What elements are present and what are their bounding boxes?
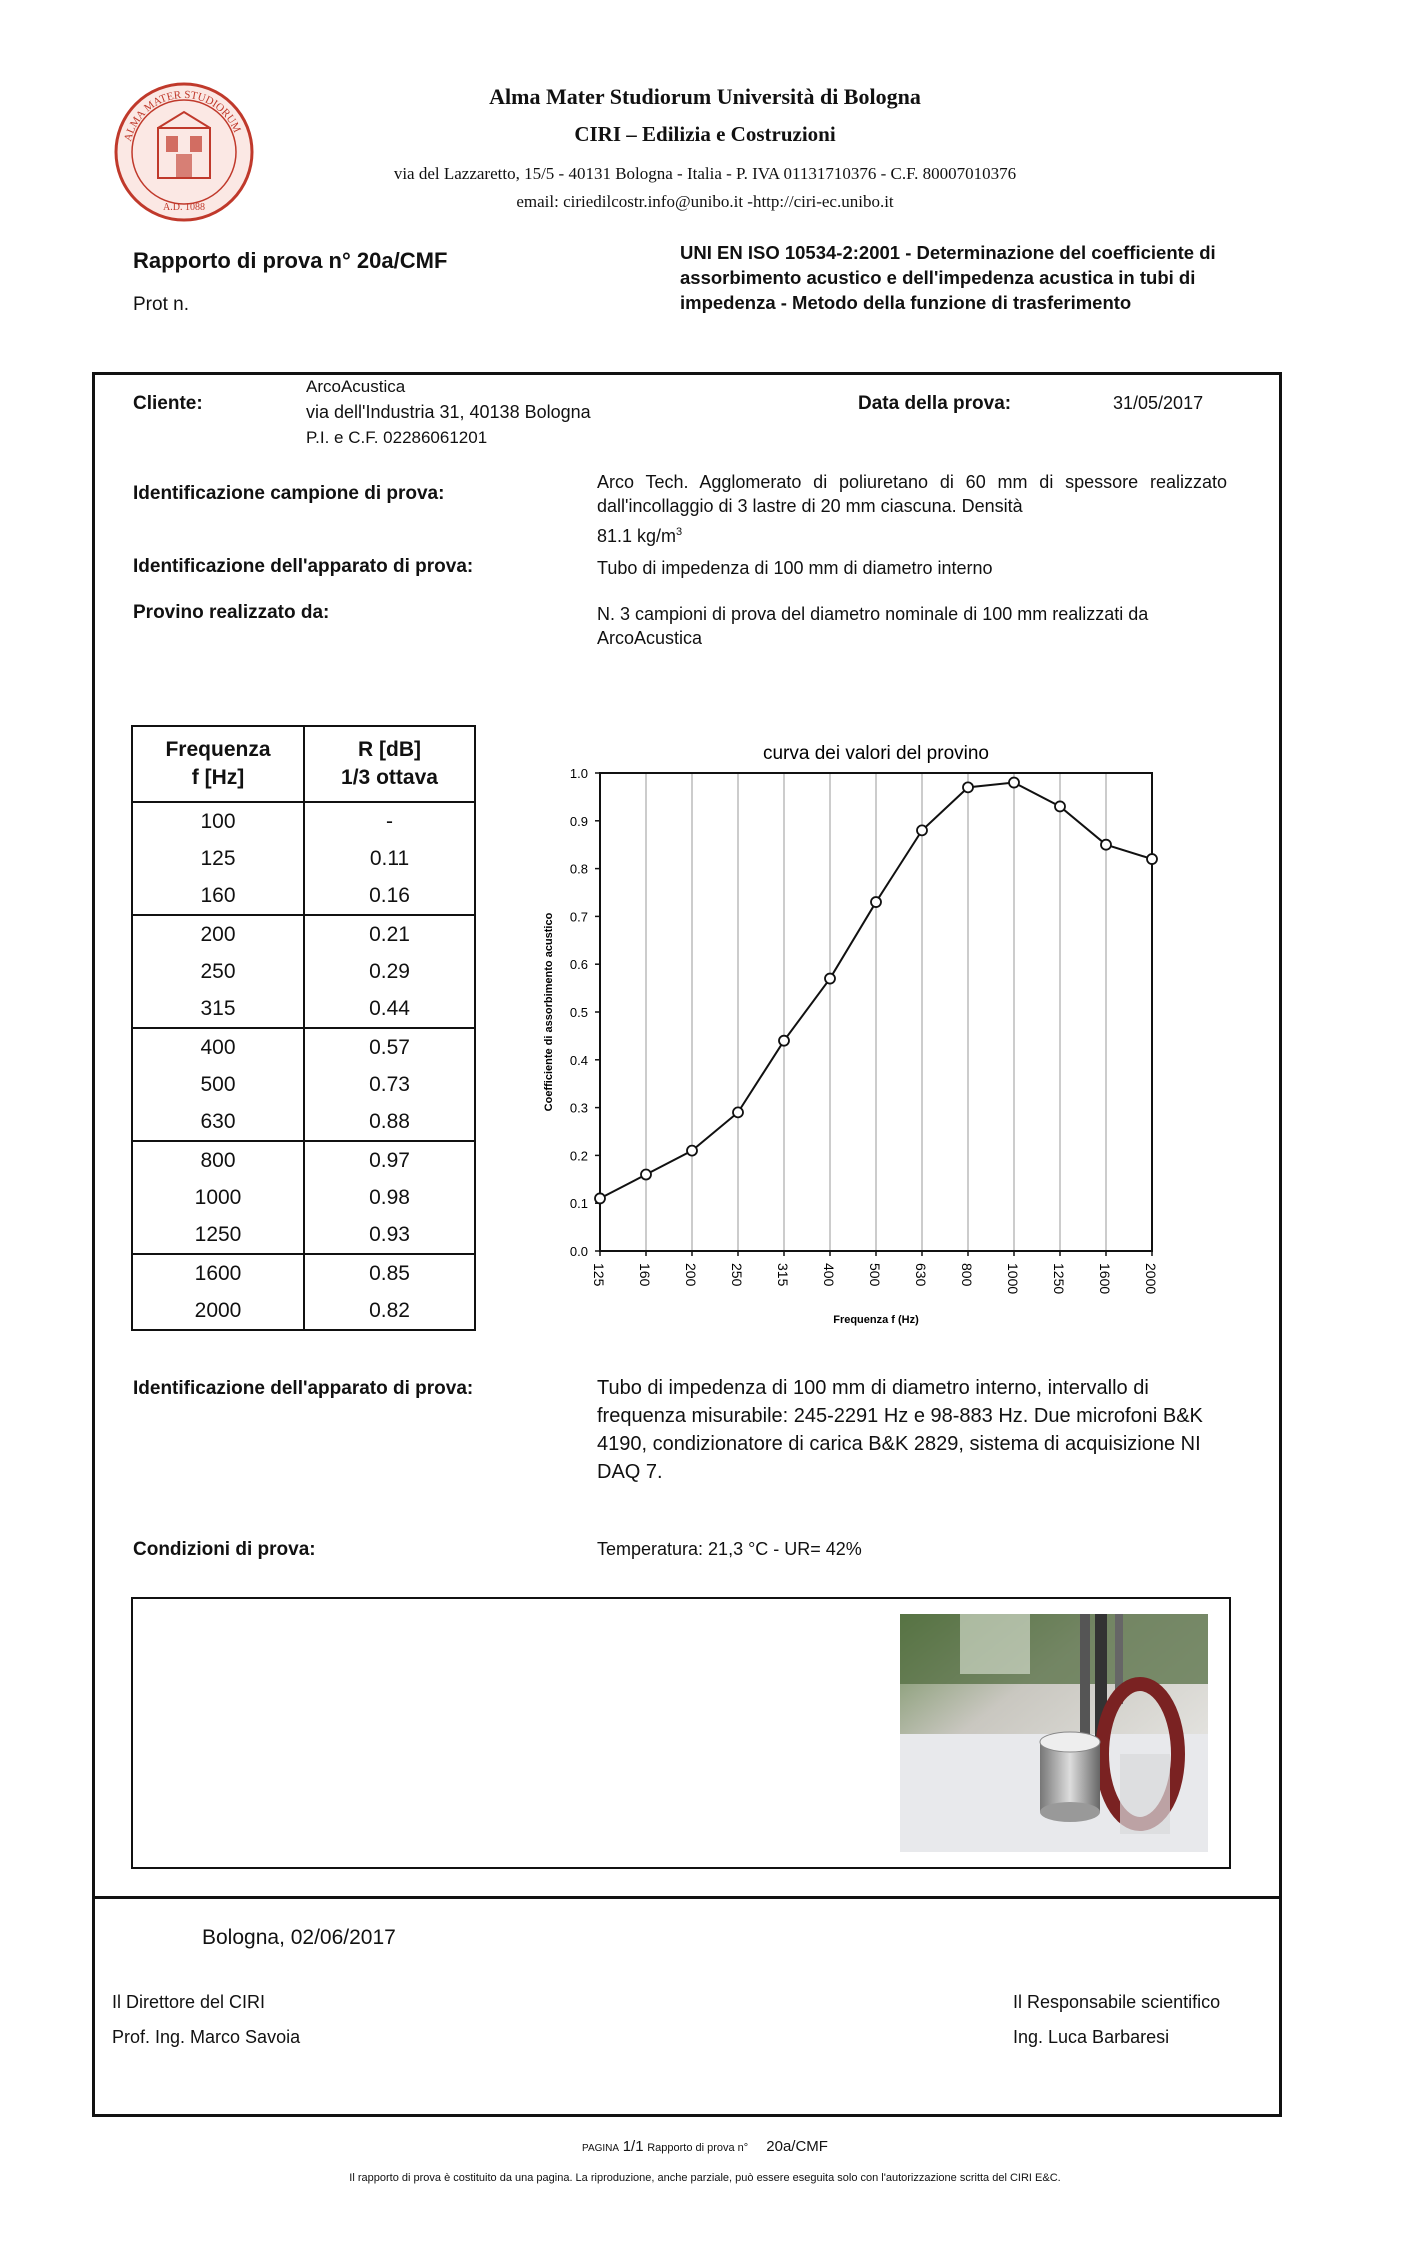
sample-id-value: Arco Tech. Agglomerato di poliuretano di 60 mm di spessore realizzato dall'incollaggio di 3 lastre di 20 mm ciascuna. Densità 81.1 $kg/m^3$ bbox=[597, 472, 1227, 546]
x-tick-label: 250 bbox=[729, 1263, 745, 1287]
x-tick-label: 160 bbox=[637, 1263, 653, 1287]
test-setup-photo bbox=[900, 1614, 1208, 1852]
conditions-label: Condizioni di prova: bbox=[133, 1539, 316, 1560]
frequency-cell: 630 bbox=[132, 1103, 304, 1141]
frequency-table bbox=[131, 725, 476, 1331]
x-axis-label: Frequenza f (Hz) bbox=[833, 1314, 919, 1326]
department-address: via del Lazzaretto, 15/5 - 40131 Bologna - Italia - P. IVA 01131710376 - C.F. 80007010376 bbox=[393, 164, 1017, 183]
client-label: Cliente: bbox=[133, 393, 203, 414]
frequency-cell: 160 bbox=[132, 877, 304, 915]
director-role: Il Direttore del CIRI bbox=[112, 1992, 266, 2012]
y-tick-label: 0.1 bbox=[569, 1196, 588, 1212]
department-name: CIRI – Edilizia e Costruzioni bbox=[574, 122, 836, 146]
place-date: Bologna, 02/06/2017 bbox=[202, 1926, 396, 1949]
table-row bbox=[132, 1028, 475, 1066]
scientific-role: Il Responsabile scientifico bbox=[1013, 1992, 1221, 2012]
frequency-cell: 500 bbox=[132, 1066, 304, 1103]
y-tick-label: 0.3 bbox=[569, 1100, 588, 1116]
table-row bbox=[132, 840, 475, 877]
x-tick-label: 630 bbox=[913, 1263, 929, 1287]
table-row bbox=[132, 1066, 475, 1103]
y-tick-label: 0.5 bbox=[569, 1005, 588, 1020]
department-contacts: email: ciriedilcostr.info@unibo.it -http://ciri-ec.unibo.it bbox=[516, 192, 894, 211]
client-name: ArcoAcustica bbox=[306, 377, 406, 396]
data-point bbox=[595, 1193, 605, 1203]
frequency-cell: 100 bbox=[132, 802, 304, 840]
x-tick-label: 800 bbox=[959, 1263, 975, 1287]
chart-title: curva dei valori del provino bbox=[762, 743, 990, 764]
report-title: Rapporto di prova n° 20a/CMF bbox=[133, 248, 448, 273]
table-row bbox=[132, 1141, 475, 1179]
value-cell: 0.11 bbox=[304, 840, 475, 877]
value-cell: 0.73 bbox=[304, 1066, 475, 1103]
table-row bbox=[132, 1254, 475, 1292]
svg-text:A.D. 1088: A.D. 1088 bbox=[163, 202, 205, 213]
table-row bbox=[132, 915, 475, 953]
table-row bbox=[132, 877, 475, 915]
value-cell: 0.93 bbox=[304, 1216, 475, 1254]
absorption-chart bbox=[540, 735, 1200, 1350]
frequency-cell: 1000 bbox=[132, 1179, 304, 1216]
x-tick-label: 200 bbox=[683, 1263, 699, 1287]
value-cell: 0.97 bbox=[304, 1141, 475, 1179]
frequency-cell: 200 bbox=[132, 915, 304, 953]
standard-title: UNI EN ISO 10534-2:2001 - Determinazione del coefficiente di assorbimento acustico e dell'impedenza acustica in tubi di impedenza - Metodo della funzione di trasferimento bbox=[680, 242, 1216, 313]
conditions-value: Temperatura: 21,3 °C - UR= 42% bbox=[597, 1539, 862, 1559]
frequency-cell: 1600 bbox=[132, 1254, 304, 1292]
y-tick-label: 0.2 bbox=[569, 1148, 588, 1164]
made-by-value: N. 3 campioni di prova del diametro nominale di 100 mm realizzati da ArcoAcustica bbox=[597, 604, 1149, 648]
frequency-cell: 800 bbox=[132, 1141, 304, 1179]
footer-report-no: 20a/CMF bbox=[766, 2138, 828, 2155]
y-tick-label: 0.9 bbox=[569, 813, 588, 829]
col-r-header: R [dB] 1/3 ottava bbox=[304, 726, 475, 802]
table-row bbox=[132, 953, 475, 990]
frequency-cell: 250 bbox=[132, 953, 304, 990]
x-tick-label: 1000 bbox=[1005, 1263, 1021, 1295]
director-name: Prof. Ing. Marco Savoia bbox=[112, 2027, 301, 2047]
data-point bbox=[779, 1036, 789, 1046]
value-cell: 0.29 bbox=[304, 953, 475, 990]
apparatus2-value: Tubo di impedenza di 100 mm di diametro interno, intervallo di frequenza misurabile: 245-2291 Hz e 98-883 Hz. Due microfoni B&K 4190, condizionatore di carica B&K 2829, sistema di acquisizione NI DAQ 7. bbox=[597, 1377, 1203, 1483]
test-date-label: Data della prova: bbox=[858, 393, 1012, 414]
data-point bbox=[825, 974, 835, 984]
data-point bbox=[1147, 854, 1157, 864]
table-row bbox=[132, 1216, 475, 1254]
y-tick-label: 0.7 bbox=[569, 909, 588, 925]
data-point bbox=[1009, 778, 1019, 788]
density-value: 81.1 kg/m bbox=[597, 526, 677, 546]
footer-note: Il rapporto di prova è costituito da una pagina. La riproduzione, anche parziale, può essere eseguita solo con l'autorizzazione scritta del CIRI E&C. bbox=[349, 2172, 1061, 2184]
university-name: Alma Mater Studiorum Università di Bologna bbox=[489, 84, 921, 109]
y-tick-label: 0.4 bbox=[569, 1052, 588, 1068]
data-point bbox=[641, 1170, 651, 1180]
table-row bbox=[132, 802, 475, 840]
apparatus-label: Identificazione dell'apparato di prova: bbox=[133, 556, 474, 577]
x-tick-label: 1600 bbox=[1097, 1263, 1113, 1295]
data-point bbox=[1101, 840, 1111, 850]
test-date: 31/05/2017 bbox=[1113, 393, 1204, 413]
x-tick-label: 400 bbox=[821, 1263, 837, 1287]
table-row bbox=[132, 1179, 475, 1216]
table-row bbox=[132, 1103, 475, 1141]
data-point bbox=[733, 1107, 743, 1117]
value-cell: 0.44 bbox=[304, 990, 475, 1028]
table-row bbox=[132, 990, 475, 1028]
page-number: 1/1 bbox=[622, 2138, 644, 2155]
value-cell: 0.98 bbox=[304, 1179, 475, 1216]
frequency-cell: 315 bbox=[132, 990, 304, 1028]
client-address: via dell'Industria 31, 40138 Bologna bbox=[306, 402, 591, 422]
y-axis-label: Coefficiente di assorbimento acustico bbox=[543, 912, 555, 1112]
value-cell: 0.85 bbox=[304, 1254, 475, 1292]
value-cell: 0.16 bbox=[304, 877, 475, 915]
frequency-cell: 2000 bbox=[132, 1292, 304, 1330]
sample-id-label: Identificazione campione di prova: bbox=[133, 483, 445, 504]
value-cell: - bbox=[304, 802, 475, 840]
apparatus2-label: Identificazione dell'apparato di prova: bbox=[133, 1378, 474, 1399]
seal-text: ALMA MATER STUDIORUM bbox=[122, 88, 243, 143]
value-cell: 0.57 bbox=[304, 1028, 475, 1066]
y-tick-label: 1.0 bbox=[569, 766, 588, 781]
x-tick-label: 500 bbox=[867, 1263, 883, 1287]
report-prot: Prot n. bbox=[133, 294, 189, 315]
col-frequency-header: Frequenza f [Hz] bbox=[132, 726, 304, 802]
scientific-name: Ing. Luca Barbaresi bbox=[1013, 2027, 1170, 2047]
x-tick-label: 125 bbox=[591, 1263, 607, 1287]
y-tick-label: 0.6 bbox=[569, 957, 588, 973]
data-point bbox=[917, 825, 927, 835]
x-tick-label: 2000 bbox=[1143, 1263, 1159, 1295]
y-tick-label: 0.0 bbox=[569, 1244, 588, 1259]
client-vat: P.I. e C.F. 02286061201 bbox=[306, 428, 488, 447]
frequency-cell: 125 bbox=[132, 840, 304, 877]
value-cell: 0.88 bbox=[304, 1103, 475, 1141]
data-point bbox=[871, 897, 881, 907]
data-point bbox=[963, 782, 973, 792]
data-point bbox=[687, 1146, 697, 1156]
data-point bbox=[1055, 801, 1065, 811]
made-by-label: Provino realizzato da: bbox=[133, 602, 330, 623]
value-cell: 0.82 bbox=[304, 1292, 475, 1330]
x-tick-label: 315 bbox=[775, 1263, 791, 1287]
x-tick-label: 1250 bbox=[1051, 1263, 1067, 1295]
frequency-cell: 400 bbox=[132, 1028, 304, 1066]
value-cell: 0.21 bbox=[304, 915, 475, 953]
table-row bbox=[132, 1292, 475, 1330]
apparatus-value: Tubo di impedenza di 100 mm di diametro interno bbox=[597, 558, 993, 578]
frequency-cell: 1250 bbox=[132, 1216, 304, 1254]
y-tick-label: 0.8 bbox=[569, 861, 588, 877]
page-footer: PAGINA 1/1 Rapporto di prova n° 20a/CMF bbox=[582, 2138, 828, 2155]
